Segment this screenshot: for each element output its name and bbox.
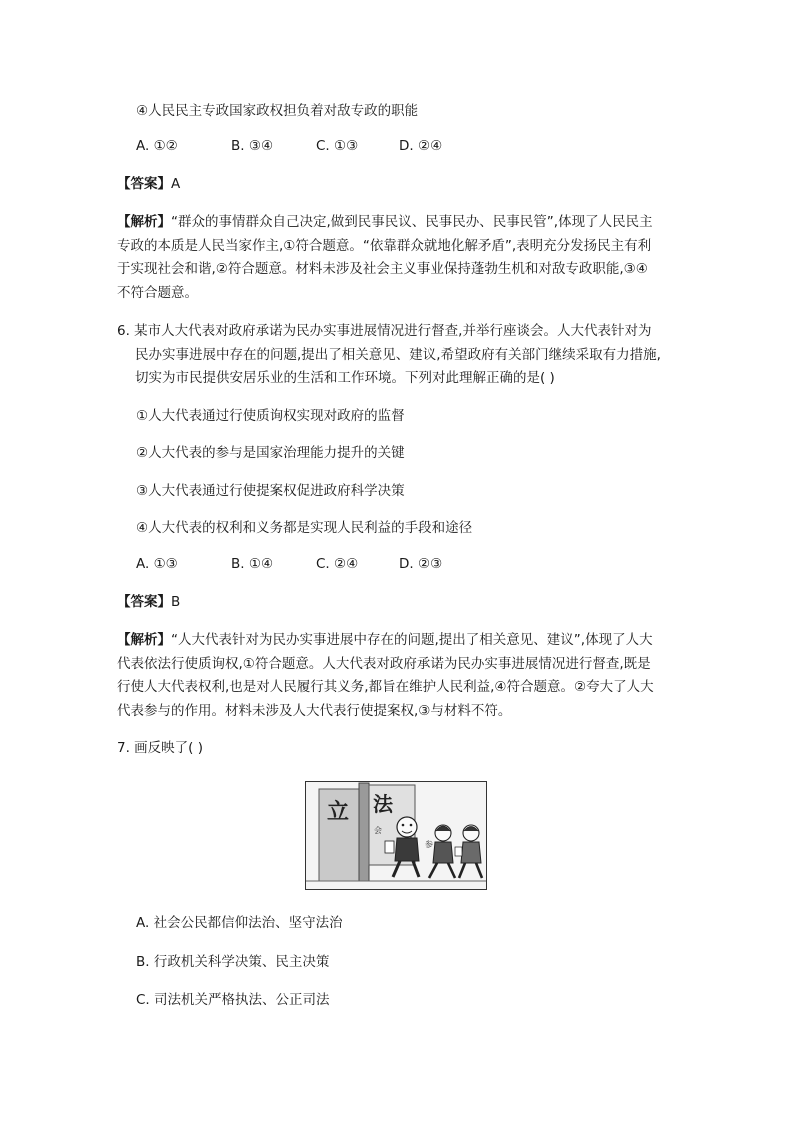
- q7-option-c: C. 司法机关严格执法、公正司法: [136, 992, 330, 1008]
- q6-analysis-line-4: 代表参与的作用。材料未涉及人大代表行使提案权,③与材料不符。: [117, 702, 512, 719]
- q6-item-3: ③人大代表通过行使提案权促进政府科学决策: [136, 483, 405, 499]
- q6-analysis-line-3: 行使人大代表权利,也是对人民履行其义务,都旨在维护人民利益,④符合题意。②夸大了人大: [117, 679, 654, 695]
- q6-analysis-line-1: “人大代表针对为民办实事进展中存在的问题,提出了相关意见、建议”,体现了人大: [171, 632, 653, 648]
- q5-option-c: C. ①③: [316, 138, 359, 154]
- q6-analysis-line-2: 代表依法行使质询权,①符合题意。人大代表对政府承诺为民办实事进展情况进行督查,既是: [117, 655, 651, 672]
- q6-analysis-label: 【解析】: [117, 632, 171, 648]
- q5-analysis-line-2: 专政的本质是人民当家作主,①符合题意。“依靠群众就地化解矛盾”,表明充分发扬民主有利: [117, 237, 652, 254]
- q5-analysis-line-1: “群众的事情群众自己决定,做到民事民议、民事民办、民事民管”,体现了人民民主: [171, 214, 653, 230]
- q5-answer: [117, 174, 180, 194]
- q5-answer-value: A: [171, 176, 181, 192]
- q5-analysis-line-4: 不符合题意。: [117, 284, 198, 301]
- q5-options: [136, 136, 442, 156]
- q6-option-a: A. ①③: [136, 556, 178, 572]
- q6-stem: [117, 320, 677, 391]
- q5-option-a: A. ①②: [136, 138, 178, 154]
- q5-option-b: B. ③④: [231, 138, 274, 154]
- cartoon-image: [305, 781, 487, 890]
- cartoon-char-hui: 会: [374, 826, 382, 835]
- q6-stem-line-2: 民办实事进展中存在的问题,提出了相关意见、建议,希望政府有关部门继续采取有力措施,: [135, 346, 661, 363]
- cartoon-char-li: 立: [327, 800, 350, 825]
- cartoon-char-can: 参: [425, 840, 433, 849]
- q6-item-2: ②人大代表的参与是国家治理能力提升的关键: [136, 445, 405, 461]
- q6-analysis: [117, 629, 677, 723]
- q7-option-b: B. 行政机关科学决策、民主决策: [136, 954, 330, 970]
- q5-analysis: [117, 211, 677, 305]
- cartoon-drawing: [305, 781, 487, 890]
- q5-option-d: D. ②④: [399, 138, 443, 154]
- q6-answer-label: 【答案】: [117, 594, 171, 610]
- q5-item-4: ④人民民主专政国家政权担负着对敌专政的职能: [136, 103, 419, 119]
- q6-item-1: ①人大代表通过行使质询权实现对政府的监督: [136, 408, 405, 424]
- q6-answer-value: B: [171, 594, 181, 610]
- q5-answer-label: 【答案】: [117, 176, 171, 192]
- q6-stem-line-1: 6. 某市人大代表对政府承诺为民办实事进展情况进行督查,并举行座谈会。人大代表针对为: [117, 323, 652, 339]
- q6-stem-line-3: 切实为市民提供安居乐业的生活和工作环境。下列对此理解正确的是( ): [135, 370, 555, 386]
- q7-option-a: A. 社会公民都信仰法治、坚守法治: [136, 915, 343, 931]
- q5-analysis-line-3: 于实现社会和谐,②符合题意。材料未涉及社会主义事业保持蓬勃生机和对敌专政职能,③④: [117, 261, 648, 277]
- q6-answer: [117, 592, 180, 612]
- q7-stem: 7. 画反映了( ): [117, 740, 203, 756]
- q6-option-b: B. ①④: [231, 556, 274, 572]
- cartoon-char-fa: 法: [373, 792, 393, 816]
- q6-option-d: D. ②③: [399, 556, 443, 572]
- q6-option-c: C. ②④: [316, 556, 359, 572]
- q6-options: [136, 554, 442, 574]
- q5-analysis-label: 【解析】: [117, 214, 171, 230]
- q6-item-4: ④人大代表的权利和义务都是实现人民利益的手段和途径: [136, 520, 473, 536]
